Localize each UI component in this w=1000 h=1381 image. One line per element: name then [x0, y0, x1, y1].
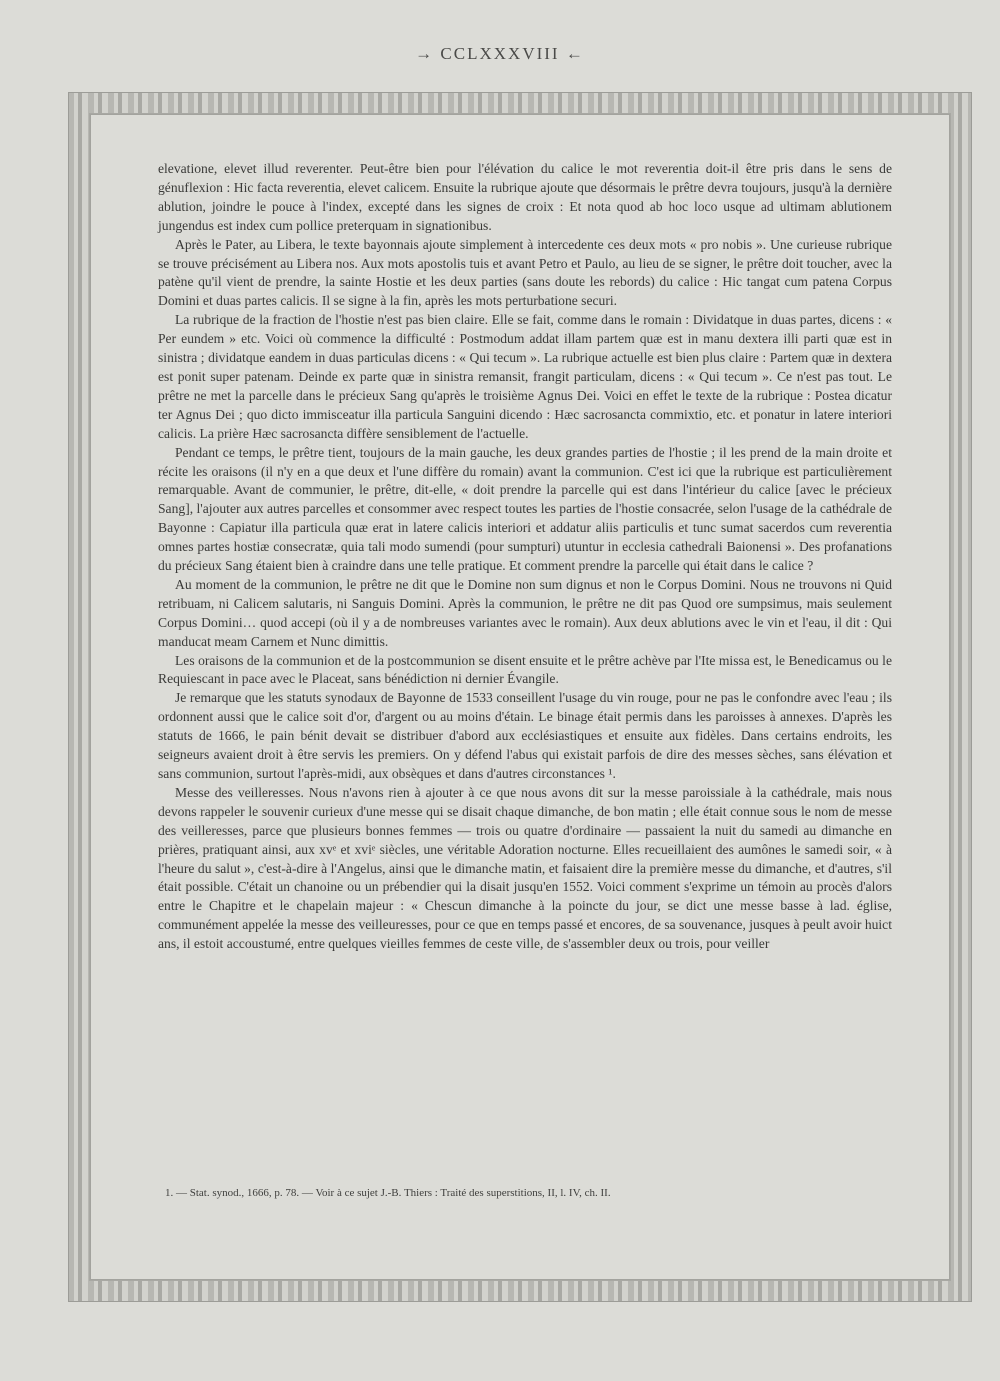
paragraph: Je remarque que les statuts synodaux de Bayonne de 1533 conseillent l'usage du vin rouge, pour ne pas le confondre avec l'eau ; ils ordonnent aussi que le calice soit d'or, d'argent ou au moins d'étain. Le binage était permis dans les paroisses à annexes. D'après les statuts de 1666, le pain bénit devait se distribuer d'abord aux ecclésiastiques et ensuite aux fidèles. Dans certains endroits, les seigneurs avaient droit à être servis les premiers. On y défend l'abus qui existait parfois de dire des messes sèches, sans élévation et sans communion, surtout l'après-midi, aux obsèques et dans d'autres circonstances ¹.: [158, 690, 892, 781]
page-number-header: → CCLXXXVIII ←: [415, 44, 585, 63]
paragraph: Les oraisons de la communion et de la postcommunion se disent ensuite et le prêtre achève par l'Ite missa est, le Benedicamus ou le Requiescant in pace avec le Placeat, sans bénédiction ni dernier Évangile.: [158, 652, 892, 687]
footnote: 1. — Stat. synod., 1666, p. 78. — Voir à ce sujet J.-B. Thiers : Traité des superstitions, II, l. IV, ch. II.: [165, 1187, 611, 1199]
paragraph: Au moment de la communion, le prêtre ne dit que le Domine non sum dignus et non le Corpus Domini. Nous ne trouvons ni Quid retribuam, ni Calicem salutaris, ni Sanguis Domini. Après la communion, le prêtre ne dit pas Quod ore sumpsimus, mais seulement Corpus Domini… quod accepi (où il y a de nombreuses variantes avec le romain). Aux deux ablutions avec le vin et l'eau, il dit : Qui manducat meam Carnem et Nunc dimittis.: [158, 576, 892, 649]
paragraph: Messe des veilleresses. Nous n'avons rien à ajouter à ce que nous avons dit sur la messe paroissiale à la cathédrale, mais nous devons rappeler le souvenir curieux d'une messe qui se disait chaque dimanche, de bon matin ; elle était connue sous le nom de messe des veilleresses, parce que plusieurs bonnes femmes — trois ou quatre d'ordinaire — passaient la nuit du samedi au dimanche en prières, pratiquant ainsi, aux xvᵉ et xviᵉ siècles, une véritable Adoration nocturne. Elles recueillaient des aumônes le samedi soir, « à l'heure du salut », c'est-à-dire à l'Angelus, ainsi que le dimanche matin, et faisaient dire la première messe du dimanche, et d'autres, s'il était possible. C'était un chanoine ou un prébendier qui la disait jusqu'en 1552. Voici comment s'exprime un témoin au procès d'alors entre le Chapitre et le chapelain majeur : « Chescun dimanche à la poincte du jour, se dict une messe basse à lad. église, communément appelée la messe des veilleuresses, pour ce que en temps passé et encores, de sa souvenance, jusques à peult avoir huict ans, il estoit accoustumé, entre quelques vieilles femmes de ceste ville, de s'assembler deux ou trois, pour veiller: [158, 784, 892, 952]
main-text: [158, 160, 892, 954]
paragraph: Après le Pater, au Libera, le texte bayonnais ajoute simplement à intercedente ces deux mots « pro nobis ». Une curieuse rubrique se trouve précisément au Libera nos. Aux mots apostolis tuis et avant Petro et Paulo, au lieu de se signer, le prêtre doit toucher, avec la patène qu'il vient de prendre, la sainte Hostie et les deux parties (sans doute les rebords) du calice : Hic tangat cum patena Corpus Domini et duas partes calicis. Il se signe à la fin, après les mots perturbatione securi.: [158, 236, 892, 309]
paragraph: Pendant ce temps, le prêtre tient, toujours de la main gauche, les deux grandes parties de l'hostie ; il les prend de la main droite et récite les oraisons (il n'y en a que deux et l'une diffère du romain) avant la communion. C'est ici que la rubrique est particulièrement remarquable. Avant de communier, le prêtre, dit-elle, « doit prendre la parcelle qui est dans l'intérieur du calice [avec le précieux Sang], l'ajouter aux autres parcelles et consommer avec respect toutes les parties de l'hostie consacrée, selon l'usage de la cathédrale de Bayonne : Capiatur illa particula quæ erat in latere calicis interiori et addatur aliis particulis et tunc sumat sacerdos cum reverentia omnes partes hostiæ consecratæ, quia tali modo sumendi (pour sumpturi) utuntur in ecclesia cathedrali Baionensi ». Des profanations du précieux Sang étaient bien à craindre dans une telle pratique. Et comment prendre la parcelle qui était dans le calice ?: [158, 444, 892, 574]
paragraph: elevatione, elevet illud reverenter. Peut-être bien pour l'élévation du calice le mot reverentia doit-il être pris dans le sens de génuflexion : Hic facta reverentia, elevet calicem. Ensuite la rubrique ajoute que désormais le prêtre devra toujours, jusqu'à la dernière ablution, joindre le pouce à l'index, excepté dans les signes de croix : Et nota quod ab hoc loco usque ad ultimam ablutionem jungendus est index cum pollice preterquam in signationibus.: [158, 161, 892, 233]
paragraph: La rubrique de la fraction de l'hostie n'est pas bien claire. Elle se fait, comme dans le romain : Dividatque in duas partes, dicens : « Per eundem » etc. Voici où commence la difficulté : Postmodum addat illam partem quæ est in manu dextera illi parti quæ est in sinistra ; dividatque eandem in duas particulas dicens : « Qui tecum ». La rubrique actuelle est bien plus claire : Partem quæ in dextera est ponit super patenam. Deinde ex parte quæ in sinistra remansit, frangit particulam, dicens : « Qui tecum ». Ce n'est pas tout. Le prêtre ne met la parcelle dans le précieux Sang qu'après le troisième Agnus Dei. Voici en effet le texte de la rubrique : Postea dicatur ter Agnus Dei ; quo dicto immisceatur illa particula Sanguini dicendo : Hæc sacrosancta commixtio, etc. et ponatur in latere interiori calicis. La prière Hæc sacrosancta diffère sensiblement de l'actuelle.: [158, 312, 892, 441]
